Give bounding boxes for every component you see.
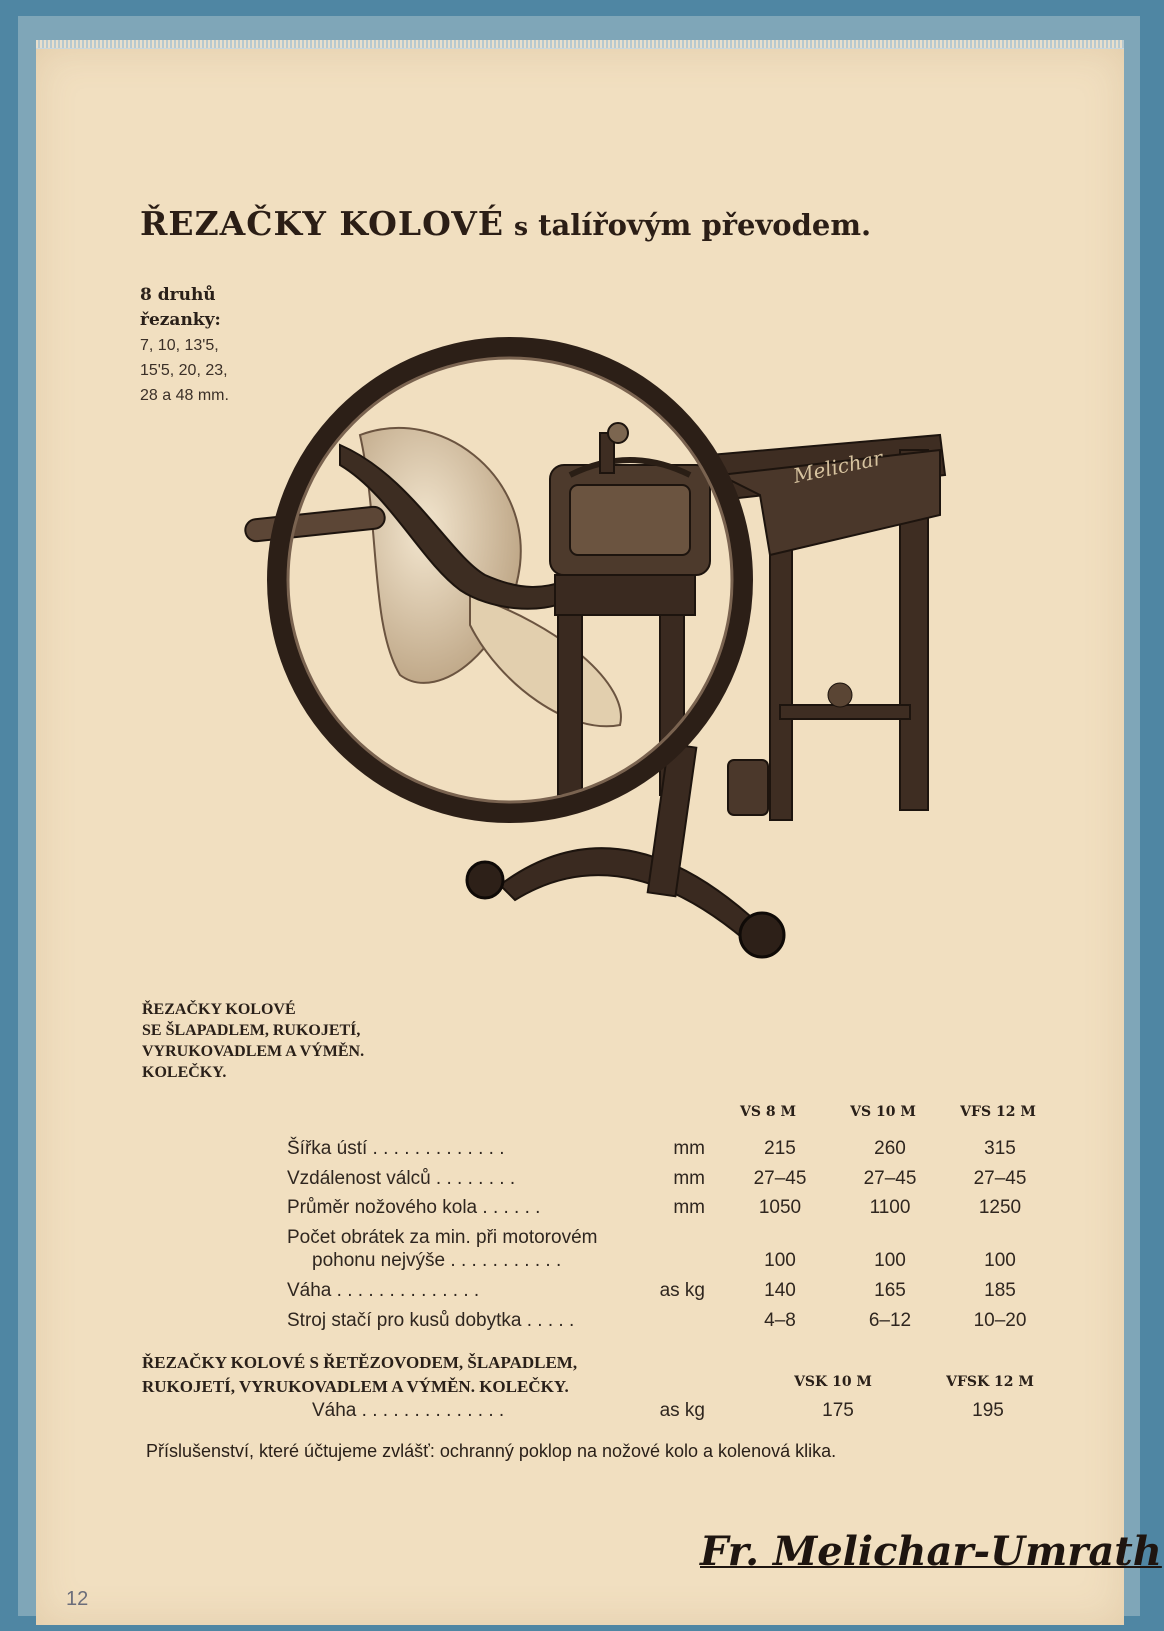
caption-line-3: VYRUKOVADLEM A VÝMĚN. <box>142 1043 365 1060</box>
spec-value: 185 <box>984 1280 1016 1301</box>
spec-label: Průměr nožového kola . . . . . . <box>287 1197 541 1218</box>
spec-value: 6–12 <box>868 1310 912 1331</box>
title-rest: talířovým převodem. <box>538 208 872 242</box>
spec-unit: as kg <box>659 1400 705 1421</box>
spec-label: Váha . . . . . . . . . . . . . . <box>287 1280 480 1301</box>
cut-types-values-3: 28 a 48 mm. <box>140 387 229 404</box>
page-title <box>140 204 1040 243</box>
cut-types-heading: 8 druhů <box>140 285 216 305</box>
spec-label: Vzdálenost válců . . . . . . . . <box>287 1168 516 1189</box>
spec-unit: mm <box>673 1168 705 1189</box>
model-header: VS 10 M <box>850 1104 916 1120</box>
spec-value: 175 <box>822 1400 854 1421</box>
spec-value: 27–45 <box>973 1168 1027 1189</box>
product-caption <box>142 999 364 1083</box>
spec-value: 1050 <box>758 1197 802 1218</box>
chain-heading-line-2: RUKOJETÍ, VYRUKOVADLEM A VÝMĚN. KOLEČKY. <box>142 1377 569 1396</box>
spec-value: 27–45 <box>863 1168 917 1189</box>
spec-value: 10–20 <box>973 1310 1027 1331</box>
company-signature: Fr. Melichar-Umrath <box>700 1528 1162 1575</box>
caption-line-4: KOLEČKY. <box>142 1064 227 1081</box>
spec-label: Šířka ústí . . . . . . . . . . . . . <box>287 1138 505 1159</box>
spec-unit: mm <box>673 1138 705 1159</box>
top-border-hatching <box>36 40 1124 48</box>
spec-value: 215 <box>764 1138 796 1159</box>
accessories-note: Příslušenství, které účtujeme zvlášť: ochranný poklop na nožové kolo a kolenová klika. <box>146 1441 837 1461</box>
spec-label-continued: pohonu nejvýše . . . . . . . . . . . <box>312 1250 562 1271</box>
model-header: VFS 12 M <box>960 1104 1036 1120</box>
model-header: VS 8 M <box>740 1104 796 1120</box>
chain-drive-heading <box>142 1351 577 1399</box>
chain-heading-line-1: ŘEZAČKY KOLOVÉ S ŘETĚZOVODEM, ŠLAPADLEM, <box>142 1353 578 1372</box>
wheel-right <box>740 913 784 957</box>
spec-value: 100 <box>984 1250 1016 1271</box>
cut-types-values-2: 15'5, 20, 23, <box>140 362 228 379</box>
spec-value: 260 <box>874 1138 906 1159</box>
spec-value: 100 <box>764 1250 796 1271</box>
chaff-cutter-illustration <box>240 325 980 1005</box>
title-main: ŘEZAČKY KOLOVÉ <box>140 204 505 243</box>
title-s: s <box>514 212 529 241</box>
caption-line-1: ŘEZAČKY KOLOVÉ <box>142 1001 296 1018</box>
cut-types-values-1: 7, 10, 13'5, <box>140 337 219 354</box>
caption-line-2: SE ŠLAPADLEM, RUKOJETÍ, <box>142 1022 361 1039</box>
spec-unit: mm <box>673 1197 705 1218</box>
crank-handle <box>244 506 386 543</box>
spec-value: 4–8 <box>764 1310 796 1331</box>
wheel-left <box>467 862 503 898</box>
page-number: 12 <box>66 1588 89 1610</box>
spec-value: 1100 <box>869 1197 911 1218</box>
spec-value: 315 <box>984 1138 1016 1159</box>
spec-label: Počet obrátek za min. při motorovém <box>287 1227 598 1248</box>
spec-value: 165 <box>874 1280 906 1301</box>
counterweight <box>728 760 768 815</box>
brand-label: Melichar <box>791 445 885 488</box>
spec-value: 100 <box>874 1250 906 1271</box>
model-header: VFSK 12 M <box>946 1374 1034 1390</box>
spec-value: 140 <box>764 1280 796 1301</box>
model-header: VSK 10 M <box>794 1374 872 1390</box>
spec-value: 27–45 <box>753 1168 807 1189</box>
cut-types-block <box>140 283 229 408</box>
adjust-knob <box>828 683 852 707</box>
cut-types-heading-2: řezanky: <box>140 310 221 330</box>
spec-value: 195 <box>972 1400 1004 1421</box>
spec-label: Stroj stačí pro kusů dobytka . . . . . <box>287 1310 575 1331</box>
spec-value: 1250 <box>978 1197 1022 1218</box>
spec-unit: as kg <box>659 1280 705 1301</box>
spec-label: Váha . . . . . . . . . . . . . . <box>312 1400 505 1421</box>
